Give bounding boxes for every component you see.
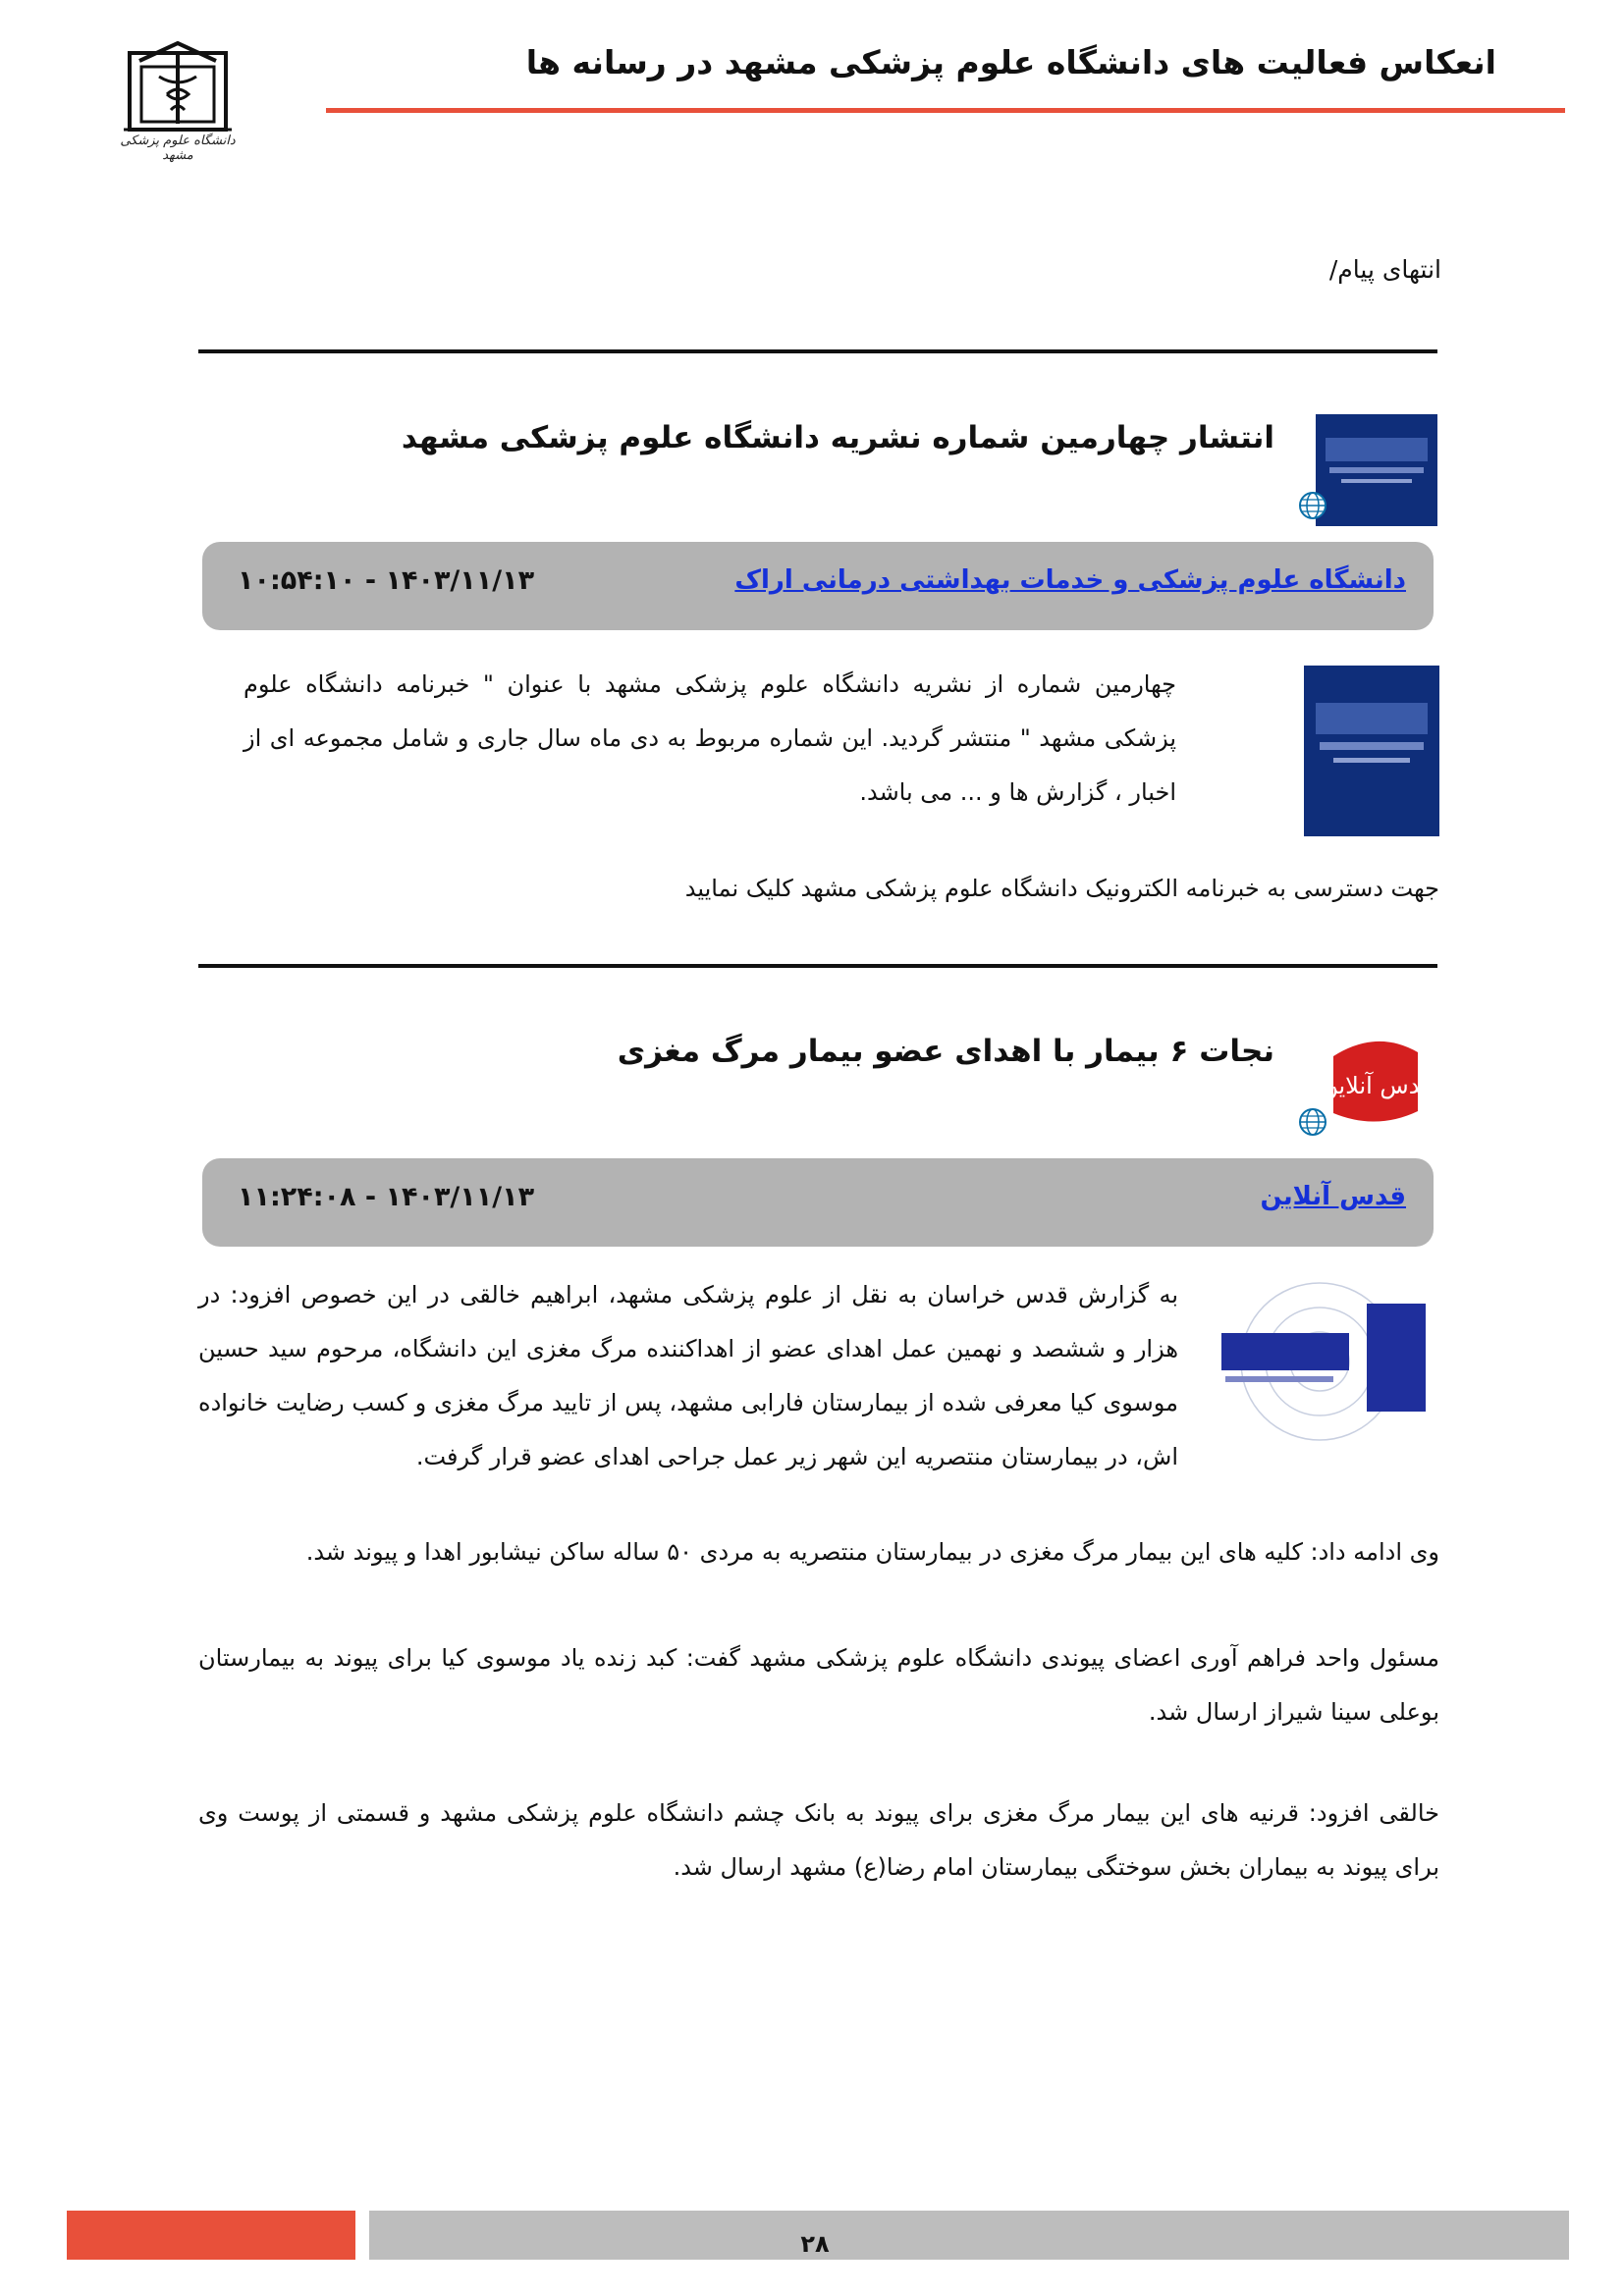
source-bar [202,542,1434,630]
page-number: ۲۸ [800,2230,830,2258]
newsletter-thumbnail [1316,414,1437,526]
publish-datetime: ۱۴۰۳/۱۱/۱۳ - ۱۰:۵۴:۱۰ [238,565,535,596]
globe-icon [1298,1107,1327,1137]
quds-online-thumbnail-text: قدس آنلاین [1321,1072,1433,1099]
globe-icon [1298,491,1327,520]
header-rule [326,108,1565,113]
news-paragraph: وی ادامه داد: کلیه های این بیمار مرگ مغزی در بیمارستان منتصریه به مردی ۵۰ ساله ساکن نیشابور اهدا و پیوند شد. [305,1538,1439,1566]
quds-online-thumbnail [1316,1023,1437,1141]
news-paragraph: خالقی افزود: قرنیه های این بیمار مرگ مغزی برای پیوند به بانک چشم دانشگاه علوم پزشکی مشهد و قسمتی از پوست وی برای پیوند به بیماران بخش سوختگی بیمارستان امام رضا(ع) مشهد ارسال شد. [198,1799,1439,1881]
publish-datetime: ۱۴۰۳/۱۱/۱۳ - ۱۱:۲۴:۰۸ [238,1182,535,1212]
source-link[interactable]: قدس آنلاین [1260,1182,1406,1211]
irib-news-image [1202,1274,1437,1449]
end-of-message: انتهای پیام/ [1328,255,1441,284]
logo-caption: دانشگاه علوم پزشکی مشهد [120,133,236,163]
section-divider [198,964,1437,968]
news-paragraph: مسئول واحد فراهم آوری اعضای پیوندی دانشگاه علوم پزشکی مشهد گفت: کبد زنده یاد موسوی کیا برای پیوند به بیمارستان بوعلی سینا شیراز ارسال شد. [198,1644,1439,1726]
source-bar [202,1158,1434,1247]
source-link[interactable]: دانشگاه علوم پزشکی و خدمات بهداشتی درمانی اراک [734,565,1406,595]
news-title[interactable]: نجات ۶ بیمار با اهدای عضو بیمار مرگ مغزی [617,1034,1274,1069]
header-title: انعکاس فعالیت های دانشگاه علوم پزشکی مشهد در رسانه ها [525,43,1496,81]
news-body: به گزارش قدس خراسان به نقل از علوم پزشکی مشهد، ابراهیم خالقی در این خصوص افزود: در هزار و ششصد و نهمین عمل اهدای عضو از اهداکننده مرگ مغزی این دانشگاه، مرحوم سید حسین موسوی کیا معرفی شده از بیمارستان فارابی مشهد، پس از تایید مرگ مغزی و کسب رضایت خانواده اش، در بیمارستان منتصریه این شهر زیر عمل جراحی اهدای عضو قرار گرفت. [198,1281,1178,1470]
footer-bar [369,2211,1569,2260]
section-divider [198,349,1437,353]
news-title[interactable]: انتشار چهارمین شماره نشریه دانشگاه علوم پزشکی مشهد [401,420,1274,455]
news-body: چهارمین شماره از نشریه دانشگاه علوم پزشکی مشهد با عنوان " خبرنامه دانشگاه علوم پزشکی مشهد " منتشر گردید. این شماره مربوط به دی ماه سال جاری و شامل مجموعه ای از اخبار ، گزارش ها و ... می باشد. [244,670,1176,806]
footer-accent-bar [67,2211,355,2260]
news-paragraph[interactable]: جهت دسترسی به خبرنامه الکترونیک دانشگاه علوم پزشکی مشهد کلیک نمایید [684,875,1439,902]
news-image [1304,666,1439,836]
